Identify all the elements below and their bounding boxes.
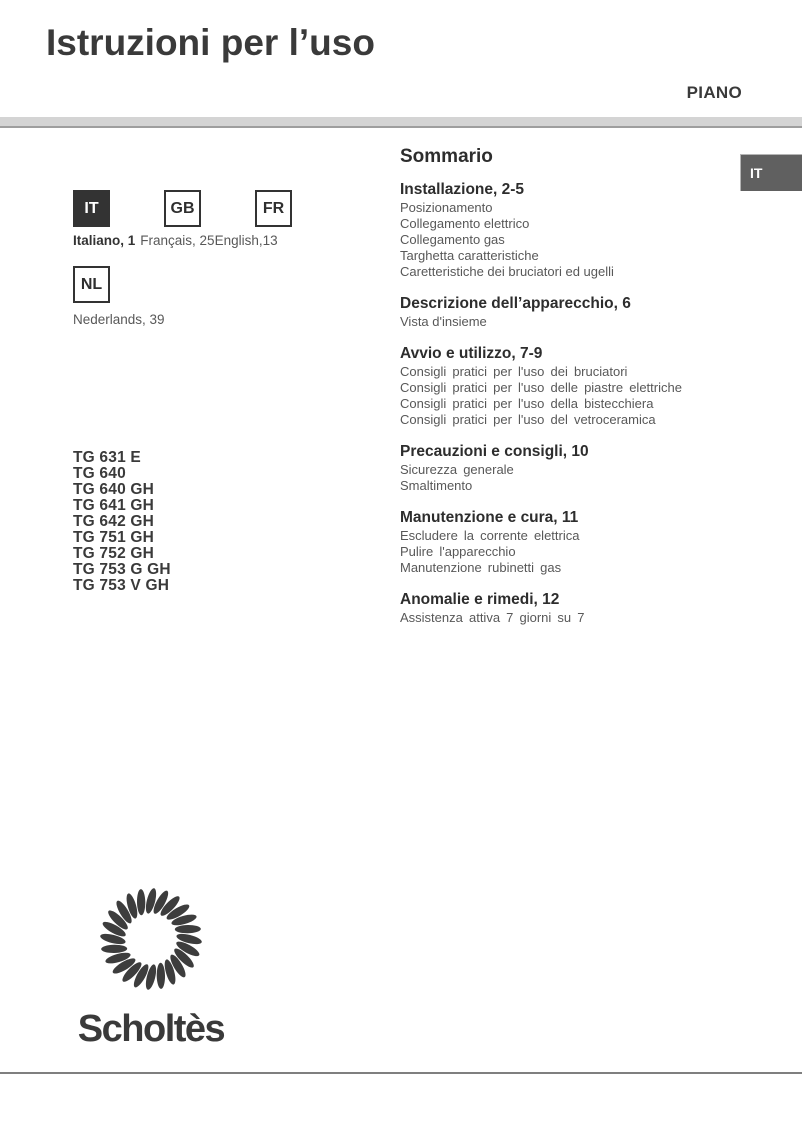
toc-section-heading: Anomalie e rimedi, 12: [400, 591, 560, 608]
model-number: TG 640: [73, 465, 126, 482]
toc-item: Posizionamento: [400, 200, 493, 215]
brand-logo: [73, 884, 229, 1051]
toc-item: Consigli pratici per l'uso della bistecchiera: [400, 396, 654, 411]
page-title: Istruzioni per l’uso: [46, 22, 375, 63]
toc-section-heading: Precauzioni e consigli, 10: [400, 443, 589, 460]
toc-item: Targhetta caratteristiche: [400, 248, 539, 263]
toc-title: Sommario: [400, 146, 493, 167]
language-page-ref: Français, 25: [140, 233, 215, 248]
language-box-gb: GB: [164, 190, 201, 227]
toc-item: Smaltimento: [400, 478, 473, 493]
language-box-row2: [73, 266, 110, 303]
model-number: TG 640 GH: [73, 481, 155, 498]
toc-item: Pulire l'apparecchio: [400, 544, 516, 559]
toc-item: Assistenza attiva 7 giorni su 7: [400, 610, 585, 625]
toc-item: Collegamento elettrico: [400, 216, 530, 231]
toc-section: [400, 181, 730, 280]
language-box-row: [73, 190, 292, 227]
toc-section: [400, 591, 730, 626]
model-number: TG 751 GH: [73, 529, 155, 546]
toc-item: Vista d'insieme: [400, 314, 487, 329]
toc-item: Caretteristiche dei bruciatori ed ugelli: [400, 264, 614, 279]
toc-section: [400, 295, 730, 330]
toc-section: [400, 509, 730, 576]
language-page-ref: English,13: [214, 233, 278, 248]
language-box-fr: FR: [255, 190, 292, 227]
toc-item: Collegamento gas: [400, 232, 505, 247]
footer-rule: [0, 1072, 802, 1074]
sunburst-logo-icon: [96, 884, 206, 994]
toc-item: Consigli pratici per l'uso dei bruciatori: [400, 364, 628, 379]
toc-section-heading: Descrizione dell’apparecchio, 6: [400, 295, 631, 312]
toc-sections: [400, 181, 730, 626]
language-page-ref: Italiano, 1: [73, 233, 136, 248]
model-number: TG 753 G GH: [73, 561, 171, 578]
language-side-tab: [740, 154, 802, 191]
model-number: TG 641 GH: [73, 497, 155, 514]
toc-item: Escludere la corrente elettrica: [400, 528, 580, 543]
language-box-nl: NL: [73, 266, 110, 303]
toc-section: [400, 443, 730, 494]
toc-section-heading: Installazione, 2-5: [400, 181, 525, 198]
model-number: TG 642 GH: [73, 513, 155, 530]
table-of-contents: [400, 146, 730, 626]
toc-section-heading: Avvio e utilizzo, 7-9: [400, 345, 543, 362]
model-number: TG 753 V GH: [73, 577, 170, 594]
toc-item: Sicurezza generale: [400, 462, 514, 477]
toc-item: Manutenzione rubinetti gas: [400, 560, 562, 575]
product-category-label: PIANO: [686, 83, 742, 102]
language-page-ref-nl: Nederlands, 39: [73, 312, 165, 327]
model-number: TG 752 GH: [73, 545, 155, 562]
toc-item: Consigli pratici per l'uso del vetroceramica: [400, 412, 656, 427]
language-page-refs-row1: [73, 233, 278, 248]
brand-wordmark: Scholtès: [77, 1008, 225, 1050]
toc-section: [400, 345, 730, 428]
toc-section-heading: Manutenzione e cura, 11: [400, 509, 579, 526]
model-list: [73, 450, 171, 594]
language-side-tab-label: IT: [750, 165, 763, 181]
header-divider-bar: [0, 117, 802, 128]
toc-item: Consigli pratici per l'uso delle piastre elettriche: [400, 380, 682, 395]
language-box-it: IT: [73, 190, 110, 227]
model-number: TG 631 E: [73, 449, 141, 466]
